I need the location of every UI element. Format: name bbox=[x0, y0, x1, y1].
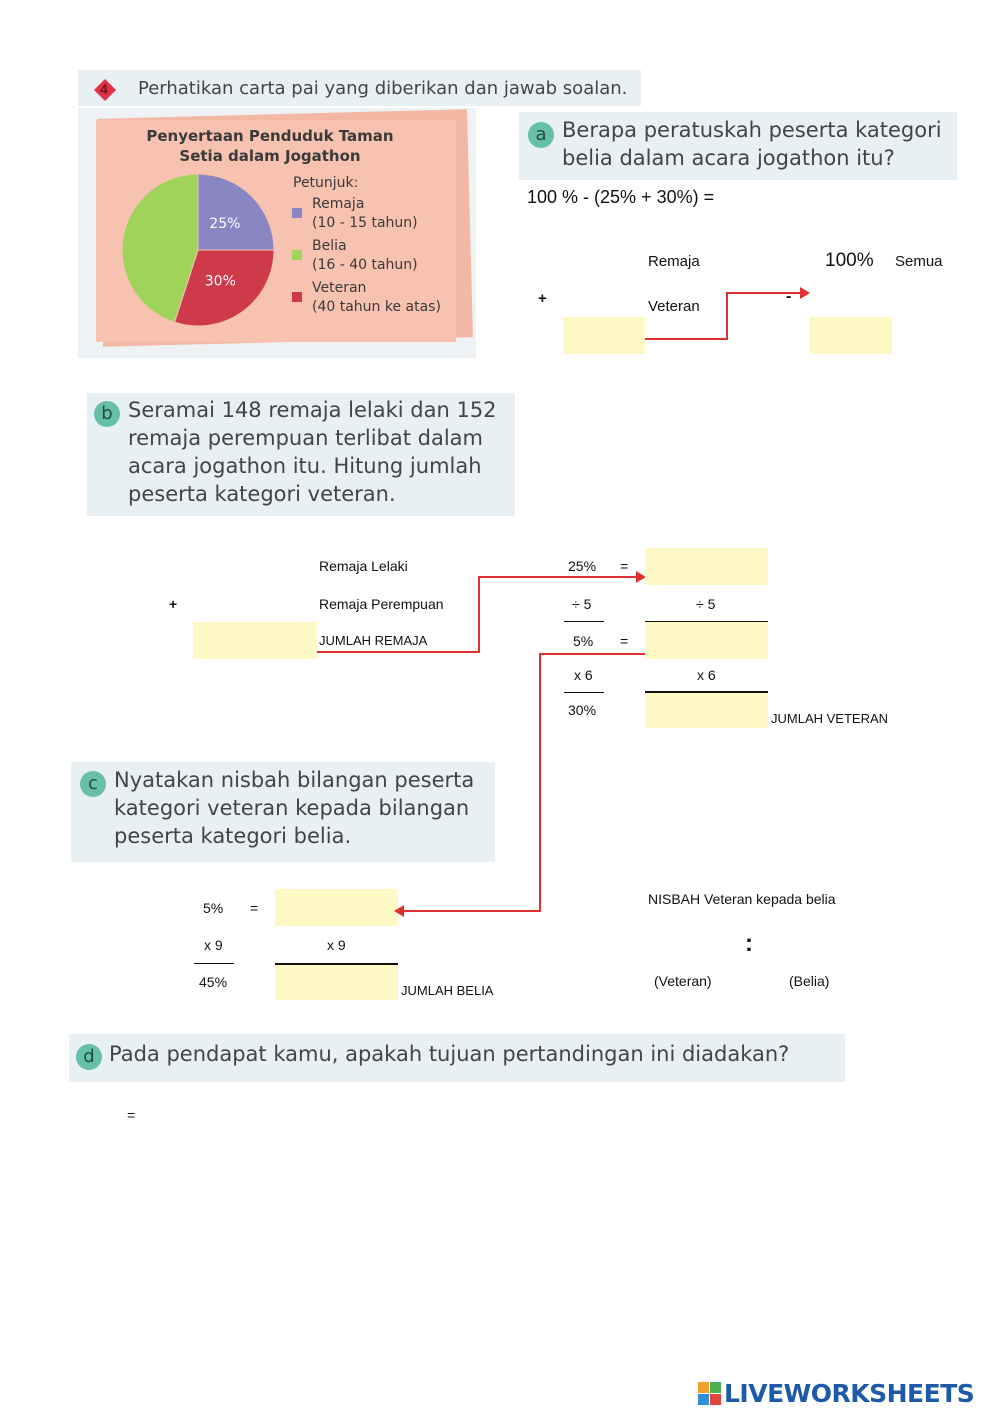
label-5-percent-c: 5% bbox=[203, 900, 224, 916]
arrow-head-icon bbox=[394, 905, 404, 917]
answer-box-b1[interactable] bbox=[193, 622, 317, 659]
letter-d-badge: d bbox=[76, 1044, 102, 1070]
pie-chart bbox=[110, 170, 290, 330]
question-b-line1: Seramai 148 remaja lelaki dan 152 bbox=[128, 398, 497, 422]
question-a-line1: Berapa peratuskah peserta kategori bbox=[562, 118, 942, 142]
letter-b-badge: b bbox=[94, 401, 120, 427]
chart-legend bbox=[292, 196, 472, 322]
arrow-b2-v bbox=[539, 653, 541, 911]
answer-box-b3[interactable] bbox=[645, 622, 768, 659]
answer-box-c1[interactable] bbox=[275, 889, 398, 926]
answer-box-c2[interactable] bbox=[275, 965, 398, 1000]
letter-c-badge: c bbox=[80, 771, 106, 797]
legend-range: (40 tahun ke atas) bbox=[312, 299, 441, 315]
chart-title bbox=[140, 126, 400, 166]
label-100-percent: 100% bbox=[825, 250, 874, 271]
chart-title-line2: Setia dalam Jogathon bbox=[179, 147, 361, 165]
multiply-left-c: x 9 bbox=[204, 937, 223, 953]
question-number: 4 bbox=[100, 81, 108, 97]
equals-c: = bbox=[250, 900, 259, 916]
minus-sign-a: - bbox=[786, 288, 792, 305]
pie-label-remaja: 25% bbox=[209, 216, 241, 233]
plus-sign-b: + bbox=[169, 596, 178, 612]
letter-a-badge: a bbox=[528, 122, 554, 148]
chart-title-line1: Penyertaan Penduduk Taman bbox=[146, 127, 394, 145]
instruction-text: Perhatikan carta pai yang diberikan dan jawab soalan. bbox=[138, 78, 628, 99]
legend-name: Remaja bbox=[312, 196, 365, 212]
legend-swatch bbox=[292, 292, 302, 302]
label-veteran-c: (Veteran) bbox=[654, 973, 712, 989]
label-belia-c: (Belia) bbox=[789, 973, 830, 989]
legend-item-remaja bbox=[292, 196, 472, 238]
multiply-right-c: x 9 bbox=[327, 937, 346, 953]
divide-right: ÷ 5 bbox=[696, 596, 716, 612]
fraction-line-b1 bbox=[564, 621, 604, 622]
question-c-line2: kategori veteran kepada bilangan bbox=[114, 796, 470, 820]
plus-sign-a: + bbox=[538, 290, 547, 307]
answer-box-b4[interactable] bbox=[645, 693, 768, 728]
label-veteran-a: Veteran bbox=[648, 298, 700, 315]
label-jumlah-remaja: JUMLAH REMAJA bbox=[319, 633, 428, 648]
arrow-a-h1 bbox=[645, 338, 727, 340]
question-c-line1: Nyatakan nisbah bilangan peserta bbox=[114, 768, 475, 792]
ratio-colon: : bbox=[745, 930, 753, 957]
equation-a: 100 % - (25% + 30%) = bbox=[527, 187, 715, 207]
label-5-percent: 5% bbox=[573, 633, 594, 649]
arrow-a-v bbox=[726, 292, 728, 340]
nisbah-title: NISBAH Veteran kepada belia bbox=[648, 891, 836, 907]
label-30-percent: 30% bbox=[568, 702, 597, 718]
arrow-b1-h2 bbox=[478, 576, 638, 578]
arrow-b1-h1 bbox=[317, 651, 479, 653]
legend-range: (10 - 15 tahun) bbox=[312, 215, 418, 231]
label-jumlah-belia: JUMLAH BELIA bbox=[401, 983, 494, 998]
question-b-line3: acara jogathon itu. Hitung jumlah bbox=[128, 454, 482, 478]
label-jumlah-veteran: JUMLAH VETERAN bbox=[771, 711, 889, 726]
question-d-text: Pada pendapat kamu, apakah tujuan pertandingan ini diadakan? bbox=[109, 1042, 790, 1066]
equals-d: = bbox=[127, 1107, 136, 1123]
legend-item-belia bbox=[292, 238, 472, 280]
fraction-line-b3 bbox=[564, 692, 604, 693]
legend-name: Belia bbox=[312, 238, 347, 254]
answer-box-a2[interactable] bbox=[810, 317, 892, 354]
question-number-badge bbox=[94, 79, 116, 101]
question-c-line3: peserta kategori belia. bbox=[114, 824, 352, 848]
label-remaja-lelaki: Remaja Lelaki bbox=[319, 558, 408, 574]
arrow-b1-v bbox=[478, 576, 480, 653]
multiply-left-b: x 6 bbox=[574, 667, 593, 683]
arrow-c-h bbox=[402, 910, 541, 912]
question-b-line2: remaja perempuan terlibat dalam bbox=[128, 426, 484, 450]
fraction-line-c1 bbox=[194, 963, 234, 964]
legend-range: (16 - 40 tahun) bbox=[312, 257, 418, 273]
multiply-right-b: x 6 bbox=[697, 667, 716, 683]
legend-name: Veteran bbox=[312, 280, 367, 296]
label-45-percent: 45% bbox=[199, 974, 228, 990]
logo-mark-icon bbox=[698, 1382, 722, 1406]
divide-left: ÷ 5 bbox=[572, 596, 592, 612]
legend-swatch bbox=[292, 250, 302, 260]
equals-b1: = bbox=[620, 558, 629, 574]
logo-text: LIVEWORKSHEETS bbox=[724, 1379, 975, 1408]
equals-b2: = bbox=[620, 633, 629, 649]
question-a-line2: belia dalam acara jogathon itu? bbox=[562, 146, 895, 170]
legend-item-veteran bbox=[292, 280, 472, 322]
pie-slice-remaja bbox=[198, 174, 274, 250]
answer-box-a1[interactable] bbox=[563, 317, 645, 354]
label-semua: Semua bbox=[895, 253, 943, 270]
label-25-percent: 25% bbox=[568, 558, 597, 574]
legend-swatch bbox=[292, 208, 302, 218]
answer-box-b2[interactable] bbox=[645, 548, 768, 585]
arrow-head-icon bbox=[800, 287, 810, 299]
arrow-b2-h1 bbox=[540, 653, 645, 655]
pie-label-veteran: 30% bbox=[204, 273, 236, 290]
label-remaja-a: Remaja bbox=[648, 253, 700, 270]
label-remaja-perempuan: Remaja Perempuan bbox=[319, 596, 444, 612]
legend-title: Petunjuk: bbox=[293, 175, 359, 191]
question-b-line4: peserta kategori veteran. bbox=[128, 482, 396, 506]
